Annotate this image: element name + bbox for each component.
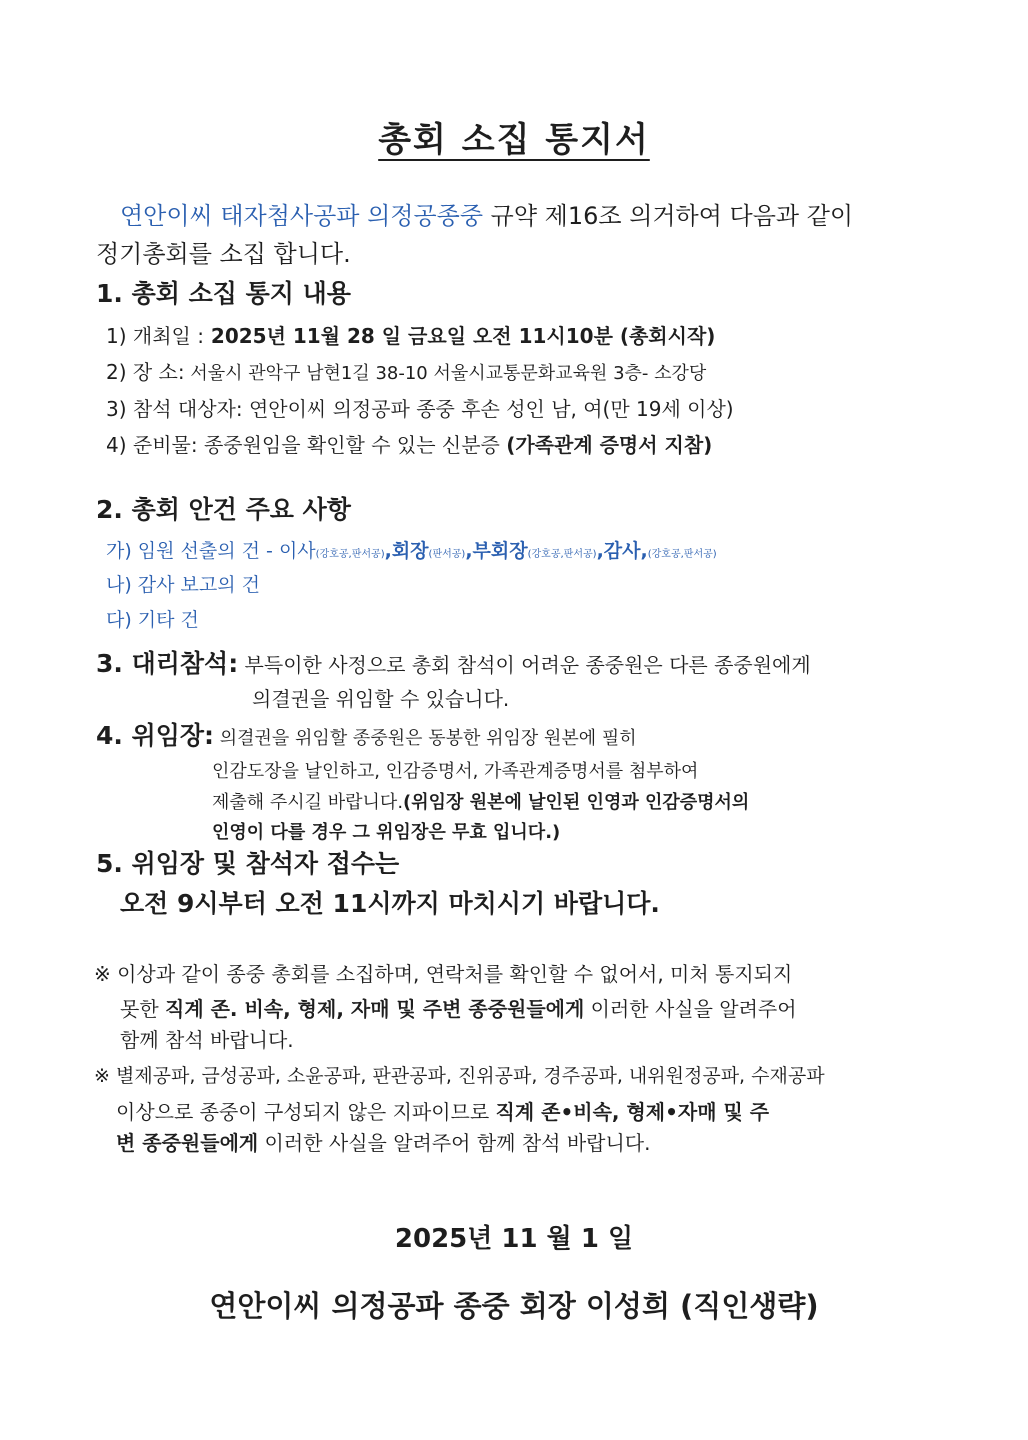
note-1-line-1: ※ 이상과 같이 종중 총회를 소집하며, 연락처를 확인할 수 없어서, 미처 통지되지 (94, 962, 793, 986)
section-2-heading: 2. 총회 안건 주요 사항 (96, 495, 351, 524)
section-3: 3. 대리참석: 부득이한 사정으로 총회 참석이 어려운 종중원은 다른 종중원에게 (96, 649, 811, 678)
meeting-date-item: 1) 개최일 : 2025년 11월 28 일 금요일 오전 11시10분 (총회시작) (106, 324, 716, 348)
section-4: 4. 위임장: 의결권을 위임할 종중원은 동봉한 위임장 원본에 필히 (96, 721, 637, 750)
attendee-item: 3) 참석 대상자: 연안이씨 의정공파 종중 후손 성인 남, 여(만 19세 이상) (106, 397, 734, 421)
section-4-heading: 4. 위임장: (96, 721, 215, 750)
section-1-heading: 1. 총회 소집 통지 내용 (96, 279, 351, 308)
note-2-line-3: 변 종중원들에게 이러한 사실을 알려주어 함께 참석 바랍니다. (116, 1131, 651, 1155)
section-4-line-3: 제출해 주시길 바랍니다.(위임장 원본에 날인된 인영과 인감증명서의 (212, 792, 750, 813)
note-2-line-2: 이상으로 종중이 구성되지 않은 지파이므로 직계 존•비속, 형제•자매 및 주 (116, 1100, 770, 1124)
section-4-line-2: 인감도장을 날인하고, 인감증명서, 가족관계증명서를 첨부하여 (212, 761, 699, 782)
org-name: 연안이씨 태자첨사공파 의정공종중 (120, 202, 484, 230)
intro-line-1: 연안이씨 태자첨사공파 의정공종중 규약 제16조 의거하여 다음과 같이 (120, 202, 854, 230)
document-title: 총회 소집 통지서 (378, 120, 650, 160)
agenda-item-other: 다) 기타 건 (106, 609, 199, 631)
note-1-line-3: 함께 참석 바랍니다. (120, 1028, 294, 1052)
agenda-item-election: 가) 임원 선출의 건 - 이사(강호공,판서공),회장(판서공),부회장(강호공,판서공),감사,(강호공,판서공) (106, 540, 717, 562)
note-1-line-2: 못한 직계 존. 비속, 형제, 자매 및 주변 종중원들에게 이러한 사실을 알려주어 (120, 997, 797, 1021)
note-2-line-1: ※ 별제공파, 금성공파, 소윤공파, 판관공파, 진위공파, 경주공파, 내위원정공파, 수재공파 (94, 1065, 825, 1087)
signature-line: 연안이씨 의정공파 종중 회장 이성희 (직인생략) (209, 1289, 819, 1323)
intro-line-2: 정기총회를 소집 합니다. (96, 240, 351, 268)
section-5-heading: 5. 위임장 및 참석자 접수는 (96, 849, 400, 878)
agenda-item-audit: 나) 감사 보고의 건 (106, 574, 261, 596)
section-3-heading: 3. 대리참석: (96, 649, 239, 678)
preparation-item: 4) 준비물: 종중원임을 확인할 수 있는 신분증 (가족관계 증명서 지참) (106, 433, 713, 457)
meeting-place-item: 2) 장 소: 서울시 관악구 남현1길 38-10 서울시교통문화교육원 3층- 소강당 (106, 360, 707, 384)
issue-date: 2025년 11 월 1 일 (394, 1224, 634, 1254)
section-3-line-2: 의결권을 위임할 수 있습니다. (252, 687, 510, 711)
section-4-line-4: 인영이 다를 경우 그 위임장은 무효 입니다.) (212, 822, 561, 843)
section-5-line-2: 오전 9시부터 오전 11시까지 마치시기 바랍니다. (120, 889, 660, 918)
